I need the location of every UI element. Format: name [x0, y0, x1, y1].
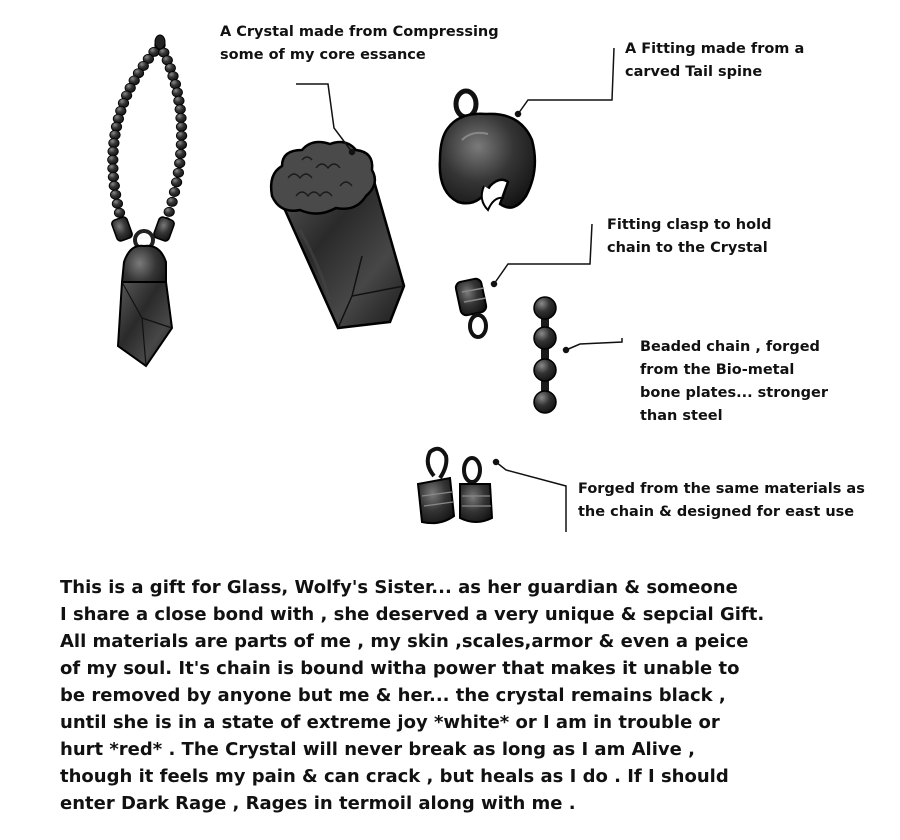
necklace-bead [176, 149, 186, 158]
necklace-bead [167, 197, 177, 206]
ends-leader-line [496, 462, 566, 532]
necklace-bead [169, 187, 179, 196]
crystal-label: A Crystal made from Compressing some of my core essance [220, 24, 499, 63]
necklace-bead [176, 122, 186, 131]
description-line: enter Dark Rage , Rages in termoil along with me . [60, 793, 576, 814]
description-line: This is a gift for Glass, Wolfy's Sister... as her guardian & someone [60, 577, 738, 598]
description-line: be removed by anyone but me & her... the crystal remains black , [60, 685, 726, 706]
necklace-bead [109, 139, 119, 148]
necklace-bead [108, 172, 118, 181]
chain-leader-line [566, 338, 622, 350]
description-line: I share a close bond with , she deserved a very unique & sepcial Gift. [60, 604, 765, 625]
necklace-bead [170, 80, 180, 89]
necklace-bead [110, 190, 120, 199]
necklace-bead [108, 164, 118, 173]
beaded-chain-illustration [534, 297, 556, 413]
end-clasps-illustration [418, 449, 492, 523]
ends-label: Forged from the same materials as the chain & designed for east use [578, 481, 865, 520]
necklace-bead [111, 122, 121, 131]
description-paragraph [60, 574, 890, 817]
necklace-bead [108, 147, 118, 156]
necklace-bead [173, 168, 183, 177]
description-line: though it feels my pain & can crack , but heals as I do . If I should [60, 766, 729, 787]
necklace-top-knot [155, 35, 165, 49]
crystal-rough-top [271, 142, 375, 214]
necklace-bead [110, 130, 120, 139]
necklace-bead [112, 199, 122, 208]
necklace-bead [175, 159, 185, 168]
clasp-label: Fitting clasp to hold chain to the Crystal [607, 217, 772, 256]
fitting-illustration [440, 91, 535, 210]
necklace-bead [176, 113, 186, 122]
necklace-bead [108, 155, 118, 164]
clasp-illustration [455, 278, 488, 337]
necklace-bead [171, 178, 181, 187]
clasp-leader-line [494, 224, 592, 284]
description-line: until she is in a state of extreme joy *white* or I am in trouble or [60, 712, 720, 733]
necklace-bead [175, 105, 185, 114]
necklace-illustration [108, 35, 187, 366]
necklace-bead-chain [108, 35, 187, 227]
necklace-bead [172, 88, 182, 97]
necklace-bead [176, 140, 186, 149]
necklace-right-connector [153, 216, 176, 242]
crystal-illustration [271, 142, 404, 328]
necklace-bead [176, 131, 186, 140]
necklace-left-connector [111, 216, 134, 242]
necklace-bead [164, 207, 174, 216]
description-line: All materials are parts of me , my skin ,scales,armor & even a peice [60, 631, 749, 652]
chain-label: Beaded chain , forged from the Bio-metal bone plates... stronger than steel [640, 339, 829, 424]
description-line: hurt *red* . The Crystal will never break as long as I am Alive , [60, 739, 695, 760]
necklace-bead [113, 114, 123, 123]
fitting-label: A Fitting made from a carved Tail spine [625, 41, 805, 80]
necklace-bead [174, 96, 184, 105]
fitting-leader-line [518, 48, 614, 114]
necklace-bead [109, 181, 119, 190]
description-line: of my soul. It's chain is bound witha power that makes it unable to [60, 658, 740, 679]
necklace-bead [114, 208, 124, 217]
